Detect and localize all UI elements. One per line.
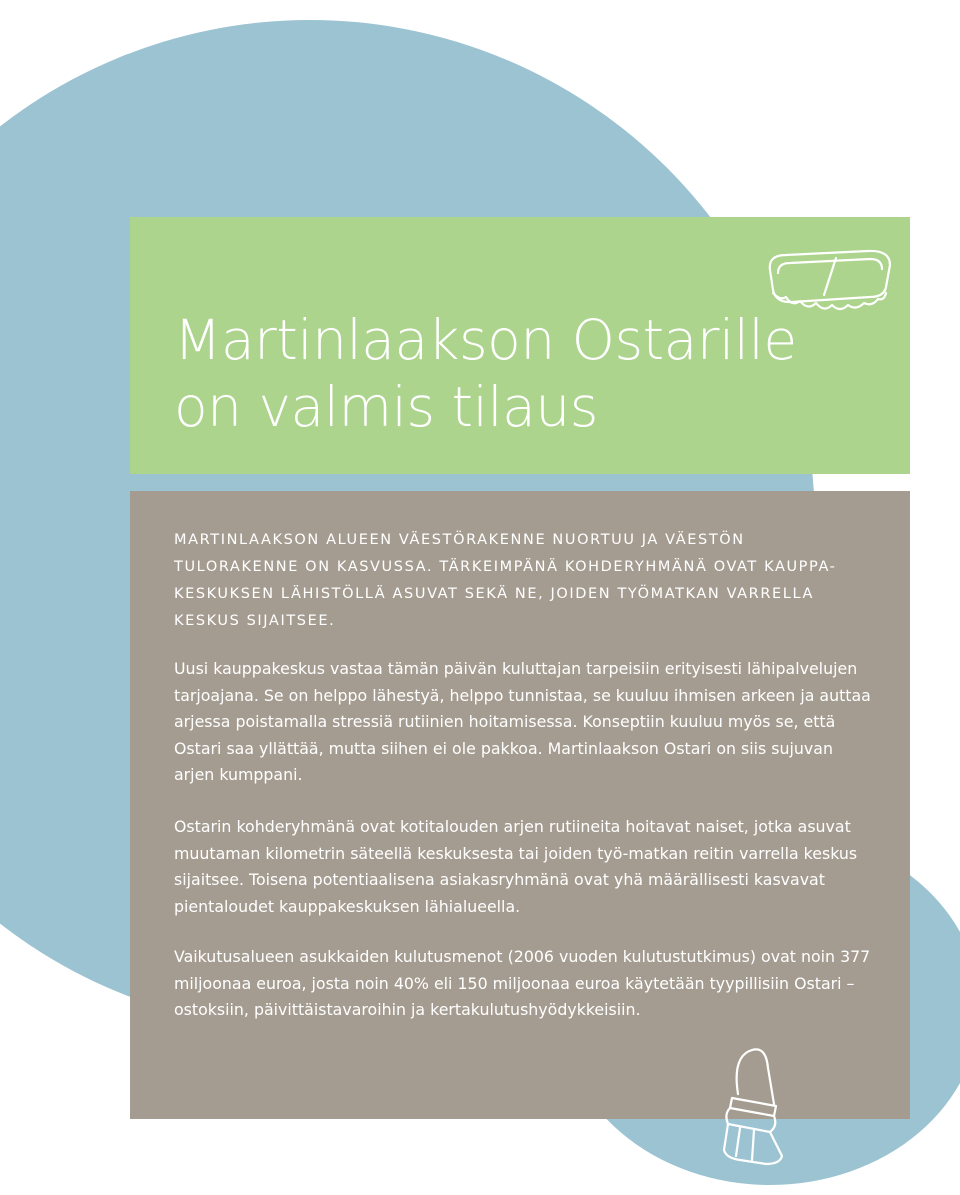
page-title-line-2: on valmis tilaus xyxy=(174,375,598,439)
page-title-line-1: Martinlaakson Ostarille xyxy=(174,308,797,372)
paragraph-3: Vaikutusalueen asukkaiden kulutusmenot (2006 vuoden kulutustutkimus) ovat noin 377 miljoonaa euroa, josta noin 40% eli 150 miljoonaa euroa käytetään tyypillisiin Ostari –ostoksiin, päivittäistavaroihin ja kertakulutushyödykkeisiin. xyxy=(174,947,871,1019)
baking-dish-icon xyxy=(758,235,898,335)
content-panel xyxy=(130,491,910,1119)
title-panel xyxy=(130,217,910,474)
paragraph-2: Ostarin kohderyhmänä ovat kotitalouden arjen rutiineita hoitavat naiset, jotka asuvat muutaman kilometrin säteellä keskuksesta tai joiden työ-matkan reitin varrella keskus sijaitsee. Toisena potentiaalisena asiakasryhmänä ovat yhä määrällisesti kasvavat pientaloudet kauppakeskuksen lähialueella. xyxy=(174,817,858,916)
page-title xyxy=(174,307,797,441)
paragraph-1: Uusi kauppakeskus vastaa tämän päivän kuluttajan tarpeisiin erityisesti lähipalvelujen tarjoajana. Se on helppo lähestyä, helppo tunnistaa, se kuuluu ihmisen arkeen ja auttaa arjessa poistamalla stressiä rutiinien hoitamisessa. Konseptiin kuuluu myös se, että Ostari saa yllättää, mutta siihen ei ole pakkoa. Martinlaakson Ostari on siis sujuvan arjen kumppani. xyxy=(174,659,871,784)
lipstick-icon xyxy=(710,1046,820,1171)
intro-text: MARTINLAAKSON ALUEEN VÄESTÖRAKENNE NUORTUU JA VÄESTÖN TULORAKENNE ON KASVUSSA. TÄRKEIMPÄNÄ KOHDERYHMÄNÄ OVAT KAUPPA-KESKUKSEN LÄHISTÖLLÄ ASUVAT SEKÄ NE, JOIDEN TYÖMATKAN VARRELLA KESKUS SIJAITSEE. xyxy=(174,532,837,629)
